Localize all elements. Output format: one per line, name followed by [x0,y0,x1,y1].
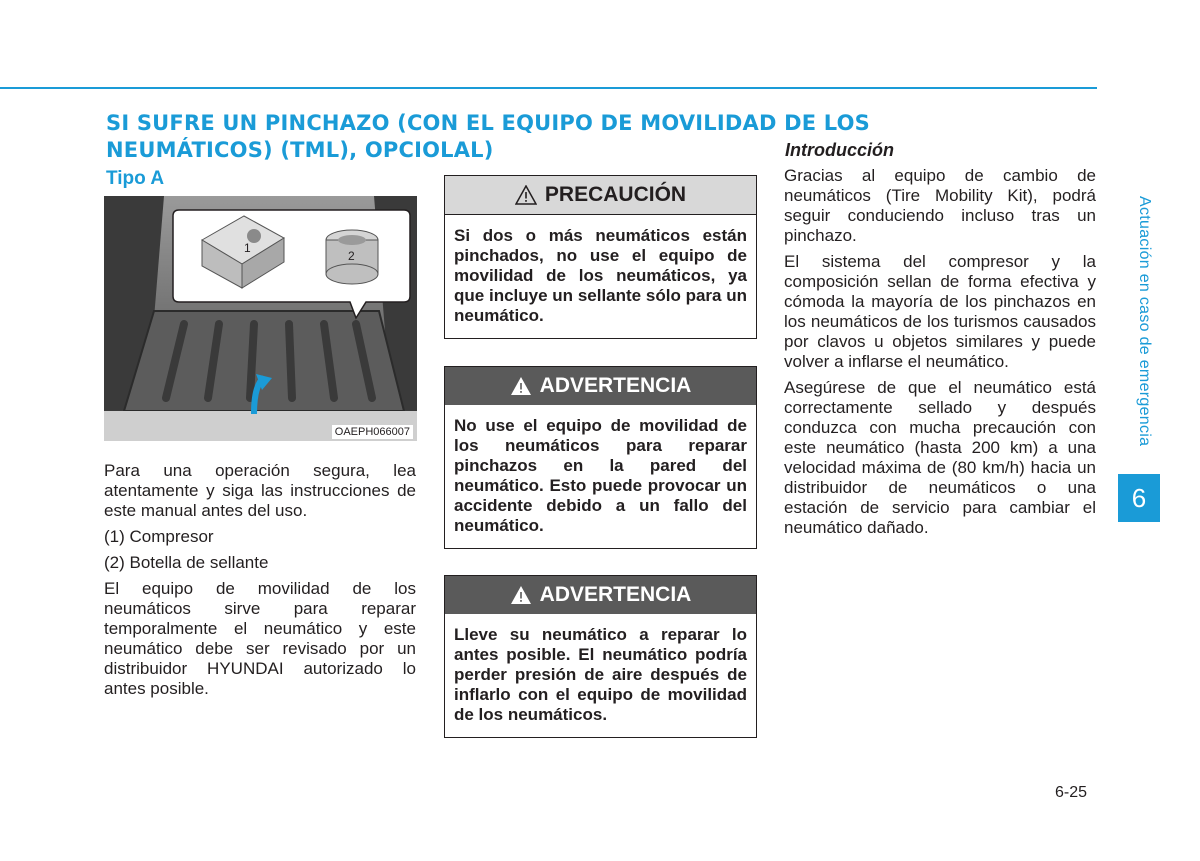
warning-header [445,367,756,405]
paragraph: Gracias al equipo de cambio de neumáticos (Tire Mobility Kit), podrá seguir conduciendo incluso tras un pinchazo. [784,166,1096,245]
subheading-tipo-a: Tipo A [106,168,165,189]
warning-box-2 [444,575,757,738]
top-rule [0,87,1097,89]
warning-triangle-icon [515,185,537,205]
left-body [104,461,416,705]
warning-text: Lleve su neumático a reparar lo antes posible. El neumático podría perder presión de aire después de inflarlo con el equipo de movilidad de los neumáticos. [454,625,747,724]
caution-header [445,176,756,215]
warning-label: ADVERTENCIA [539,374,692,397]
warning-header [445,576,756,614]
warning-box-1 [444,366,757,549]
paragraph: Para una operación segura, lea atentamente y siga las instrucciones de este manual antes del uso. [104,461,416,520]
warning-label: ADVERTENCIA [539,583,692,606]
chapter-number: 6 [1118,474,1160,522]
callout-1-label: 1 [244,241,251,255]
warning-triangle-icon [510,585,532,605]
warning-triangle-icon [510,376,532,396]
paragraph: El equipo de movilidad de los neumáticos sirve para reparar temporalmente el neumático y este neumático debe ser revisado por un distribuidor HYUNDAI autorizado lo antes posible. [104,579,416,698]
intro-heading: Introducción [785,140,894,160]
figure-code: OAEPH066007 [332,425,413,439]
trunk-drawing [104,196,417,441]
list-item-botella: (2) Botella de sellante [104,553,269,572]
chapter-tab-label: Actuación en caso de emergencia [1136,196,1153,447]
warning-text: No use el equipo de movilidad de los neumáticos para reparar pinchazos en la pared del neumático. Esto puede provocar un accidente debido a un fallo del neumático. [454,416,747,535]
section-title: SI SUFRE UN PINCHAZO (CON EL EQUIPO DE MOVILIDAD DE LOS NEUMÁTICOS) (TML), OPCIOLAL) [106,111,871,162]
paragraph: Asegúrese de que el neumático está correctamente sellado y después conduzca con mucha precaución con este neumático (hasta 200 km) a una velocidad máxima de (80 km/h) hacia un distribuidor de neumáticos o una estación de servicio para cambiar el neumático dañado. [784,378,1096,537]
paragraph: El sistema del compresor y la composición sellan de forma efectiva y cómoda la mayoría de los pinchazos en los neumáticos de los turismos causados por clavos u objetos similares y puede volver a inflarse el neumático. [784,252,1096,371]
caution-box [444,175,757,339]
right-body [784,166,1096,544]
caution-text: Si dos o más neumáticos están pinchados, no use el equipo de movilidad de los neumáticos, ya que incluye un sellante sólo para un neumático. [454,226,747,325]
page-number: 6-25 [1055,784,1088,801]
caution-label: PRECAUCIÓN [544,183,687,206]
trunk-illustration [104,196,417,441]
callout-2-label: 2 [348,249,355,263]
list-item-compresor: (1) Compresor [104,527,214,546]
